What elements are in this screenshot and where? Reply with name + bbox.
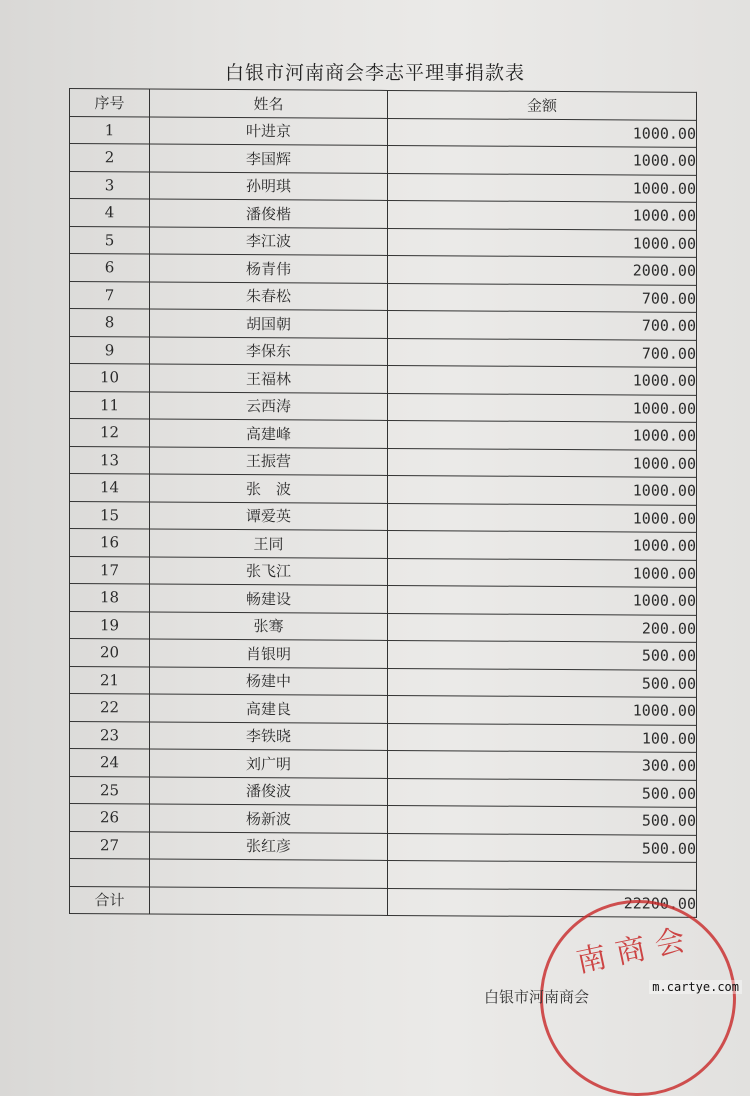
row-amount: 1000.00 [388,118,697,147]
header-amount: 金额 [388,90,697,119]
table-row [70,859,697,890]
row-index: 25 [70,776,150,804]
row-index: 8 [70,309,150,337]
row-name: 畅建设 [150,584,388,613]
row-amount: 1000.00 [388,393,697,422]
row-name: 张 波 [150,474,388,503]
row-index: 24 [70,749,150,777]
row-index: 12 [70,419,150,447]
table-row [70,199,697,230]
row-index: 19 [70,611,150,639]
row-amount: 1000.00 [388,530,697,559]
table-row [70,144,697,175]
row-index: 11 [70,391,150,419]
row-name [150,859,388,888]
table-row [70,584,697,615]
row-name: 张飞江 [150,556,388,585]
row-name: 云西涛 [150,391,388,420]
table-row [70,336,697,367]
row-index: 26 [70,804,150,832]
row-amount: 1000.00 [388,448,697,477]
row-amount: 200.00 [388,613,697,642]
table-row [70,804,697,835]
footer-organization: 白银市河南商会 [484,988,590,1006]
table-row [70,556,697,587]
row-amount: 1000.00 [388,228,697,257]
row-name: 刘广明 [150,749,388,778]
row-amount: 100.00 [388,723,697,752]
row-index: 4 [70,199,150,227]
row-name: 高建良 [150,694,388,723]
row-amount: 1000.00 [388,695,697,724]
table-row [70,611,697,642]
row-index: 16 [70,529,150,557]
table-row [70,254,697,285]
table-row [70,116,697,147]
row-index: 22 [70,694,150,722]
row-name: 高建峰 [150,419,388,448]
seal-stamp-text: 南商会 [573,920,699,981]
row-index: 18 [70,584,150,612]
row-amount: 700.00 [388,310,697,339]
table-row [70,391,697,422]
row-name: 胡国朝 [150,309,388,338]
row-index: 2 [70,144,150,172]
row-name: 杨新波 [150,804,388,833]
row-amount: 1000.00 [388,200,697,229]
total-amount: 22200.00 [388,888,697,917]
row-index: 27 [70,831,150,859]
row-name: 王振营 [150,446,388,475]
table-row [70,639,697,670]
row-name: 肖银明 [150,639,388,668]
row-amount: 1000.00 [388,173,697,202]
row-name: 潘俊波 [150,776,388,805]
row-name: 孙明琪 [150,171,388,200]
row-index: 10 [70,364,150,392]
row-amount: 1000.00 [388,503,697,532]
site-watermark: m.cartye.com [649,980,742,994]
row-index [70,859,150,887]
total-label: 合计 [70,886,150,913]
row-name: 杨青伟 [150,254,388,283]
row-name: 李江波 [150,226,388,255]
row-name: 潘俊楷 [150,199,388,228]
table-row [70,364,697,395]
row-amount: 1000.00 [388,365,697,394]
row-name: 张骞 [150,611,388,640]
row-index: 6 [70,254,150,282]
table-header-row [70,89,697,120]
row-name: 杨建中 [150,666,388,695]
row-amount: 500.00 [388,805,697,834]
table-row [70,831,697,862]
row-amount: 500.00 [388,778,697,807]
row-index: 23 [70,721,150,749]
row-name: 王同 [150,529,388,558]
row-index: 15 [70,501,150,529]
document-title: 白银市河南商会李志平理事捐款表 [224,62,525,84]
row-amount: 300.00 [388,750,697,779]
table-row [70,749,697,780]
table-row [70,529,697,560]
header-index: 序号 [70,89,150,117]
donation-table [69,88,697,917]
row-index: 14 [70,474,150,502]
row-amount: 2000.00 [388,255,697,284]
row-name: 叶进京 [150,116,388,145]
row-index: 3 [70,171,150,199]
row-index: 13 [70,446,150,474]
table-row [70,501,697,532]
row-amount: 1000.00 [388,585,697,614]
row-amount: 1000.00 [388,475,697,504]
row-index: 20 [70,639,150,667]
row-amount: 500.00 [388,668,697,697]
header-name: 姓名 [150,89,388,118]
total-empty-cell [150,886,388,914]
row-amount: 500.00 [388,640,697,669]
table-row [70,281,697,312]
table-row [70,721,697,752]
table-row [70,309,697,340]
row-index: 5 [70,226,150,254]
row-name: 王福林 [150,364,388,393]
row-name: 李铁晓 [150,721,388,750]
table-row [70,694,697,725]
row-index: 17 [70,556,150,584]
row-name: 谭爱英 [150,501,388,530]
table-row [70,446,697,477]
row-amount: 500.00 [388,833,697,862]
table-row [70,419,697,450]
row-amount: 700.00 [388,283,697,312]
table-row [70,226,697,257]
row-index: 7 [70,281,150,309]
row-amount [388,860,697,889]
row-name: 李保东 [150,336,388,365]
row-amount: 1000.00 [388,558,697,587]
table-row [70,474,697,505]
row-name: 李国辉 [150,144,388,173]
row-name: 张红彦 [150,831,388,860]
row-amount: 700.00 [388,338,697,367]
table-row [70,666,697,697]
row-index: 1 [70,116,150,144]
row-index: 9 [70,336,150,364]
row-amount: 1000.00 [388,420,697,449]
row-name: 朱春松 [150,281,388,310]
table-row [70,171,697,202]
table-row [70,776,697,807]
row-amount: 1000.00 [388,145,697,174]
row-index: 21 [70,666,150,694]
